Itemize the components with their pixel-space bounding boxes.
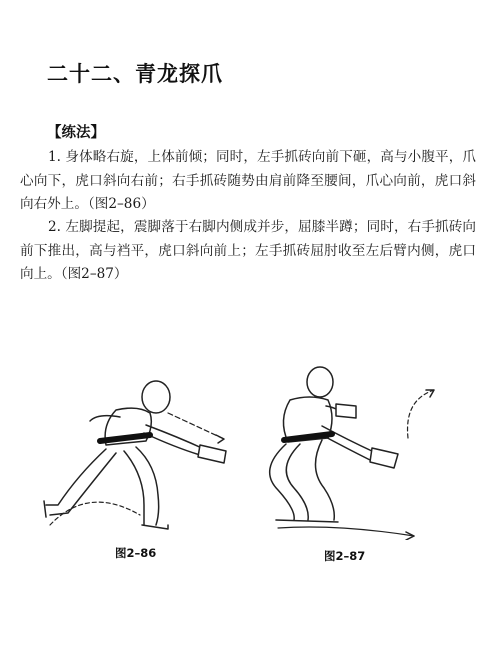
figure-2-86-illustration	[28, 355, 258, 540]
figure-caption-2-86: 图2–86	[115, 546, 157, 560]
figure-caption-2-87: 图2–87	[324, 549, 366, 563]
section-label: 【练法】	[47, 125, 105, 141]
paragraph-2: 2. 左脚提起，震脚落于右脚内侧成并步，屈膝半蹲；同时，右手抓砖向前下推出，高与裆平，虎口斜向前上；左手抓砖屈肘收至左后臂内侧，虎口向上。（图2–87）	[20, 219, 476, 282]
paragraph-1: 1. 身体略右旋，上体前倾；同时，左手抓砖向前下砸，高与小腹平，爪心向下，虎口斜向右前；右手抓砖随势由肩前降至腰间，爪心向前，虎口斜向右外上。（图2–86）	[20, 149, 476, 212]
figure-2-87-illustration	[238, 360, 453, 540]
page-title: 二十二、青龙探爪	[47, 62, 223, 86]
